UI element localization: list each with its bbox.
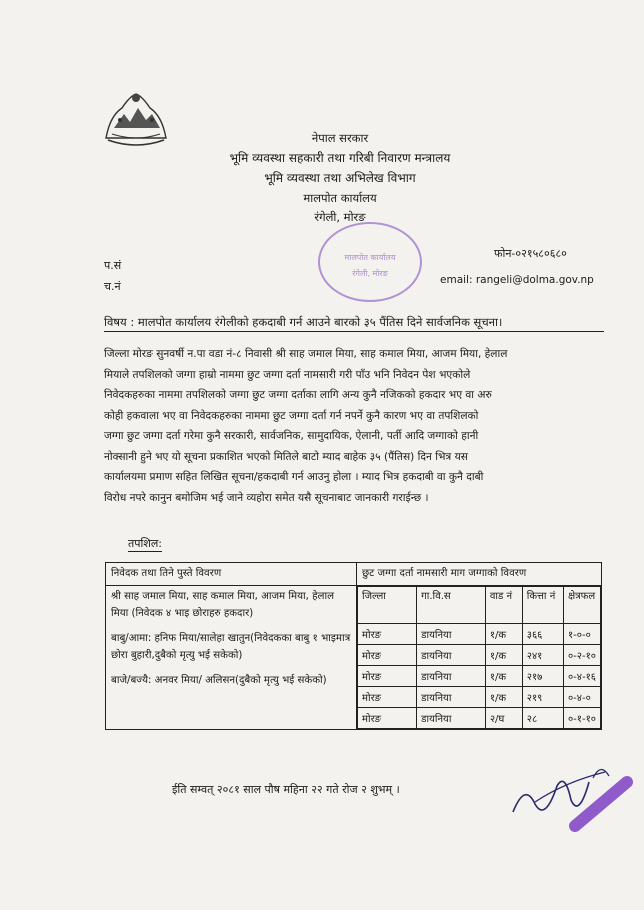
table-row — [358, 708, 601, 729]
stamp-text-bottom: रंगेली, मोरङ — [352, 269, 388, 278]
cell-vdc: डायनिया — [417, 624, 486, 645]
cell-kitta: २८ — [522, 708, 563, 729]
ministry-name: भूमि व्यवस्था सहकारी तथा गरिबी निवारण मन्त्रालय — [229, 151, 451, 165]
cell-kitta: २४१ — [522, 645, 563, 666]
body-line: मियाले तपशिलको जग्गा हाम्रो नाममा छुट जग्गा दर्ता नामसारी गरी पाँउ भनि निवेदन पेश भएकोले — [104, 368, 471, 381]
stamp-text-top: मालपोत कार्यालय — [344, 253, 396, 262]
cell-kitta: २१९ — [522, 687, 563, 708]
office-name: मालपोत कार्यालय — [303, 191, 377, 205]
cell-area: ०-२-१० — [563, 645, 600, 666]
col-vdc: गा.वि.स — [417, 587, 486, 624]
department-name: भूमि व्यवस्था तथा अभिलेख विभाग — [264, 171, 416, 185]
office-stamp — [318, 222, 422, 302]
cell-ward: २/घ — [485, 708, 522, 729]
subject-line: विषय : मालपोत कार्यालय रंगेलीको हकदाबी गर्न आउने बारको ३५ पैंतिस दिने सार्वजनिक सूचना। — [104, 315, 604, 332]
nepal-emblem-icon — [100, 88, 172, 150]
body-line: कोही हकवाला भए वा निवेदकहरुका नाममा छुट जग्गा दर्ता गर्न नपर्ने कुनै कारण भए वा तपशिलको — [104, 409, 479, 422]
cell-kitta: ३६६ — [522, 624, 563, 645]
col-area: क्षेत्रफल — [563, 587, 600, 624]
cell-area: ०-४-० — [563, 687, 600, 708]
applicants-text: श्री साह जमाल मिया, साह कमाल मिया, आजम मिया, हेलाल मिया (निवेदक ४ भाइ छोराहरु हकदार) — [111, 591, 334, 619]
land-details — [357, 586, 602, 730]
grandparents-text: बाजे/बज्यै: अनवर मिया/ अलिसन(दुबैको मृत्यु भई सकेको) — [111, 675, 327, 686]
cell-district: मोरङ — [358, 645, 417, 666]
office-location: रंगेली, मोरङ — [314, 210, 366, 224]
col-kitta: कित्ता नं — [522, 587, 563, 624]
cell-district: मोरङ — [358, 687, 417, 708]
notice-body — [104, 344, 604, 508]
reference-cn: च.नं — [104, 280, 121, 293]
cell-vdc: डायनिया — [417, 708, 486, 729]
date-line: ईति सम्वत् २०८१ साल पौष महिना २२ गते रोज २ शुभम् । — [172, 783, 400, 796]
details-table — [105, 562, 602, 730]
cell-area: ०-४-१६ — [563, 666, 600, 687]
applicant-details — [106, 586, 357, 730]
cell-area: ०-१-१० — [563, 708, 600, 729]
table-row — [358, 687, 601, 708]
body-line: जिल्ला मोरङ सुनवर्षी न.पा वडा नं-८ निवासी श्री साह जमाल मिया, साह कमाल मिया, आजम मिया, हेलाल — [104, 348, 508, 360]
body-line: विरोध नपरे कानुन बमोजिम भई जाने व्यहोरा समेत यसै सूचनाबाट जानकारी गराईन्छ । — [104, 491, 429, 504]
cell-area: १-०-० — [563, 624, 600, 645]
cell-district: मोरङ — [358, 666, 417, 687]
table-row — [358, 666, 601, 687]
body-line: निवेदकहरुका नाममा तपशिलको जग्गा छुट जग्गा दर्ताका लागि अन्य कुनै नजिकको हकदार भए वा अरु — [104, 389, 492, 401]
details-heading: तपशिल: — [128, 537, 163, 550]
cell-ward: १/क — [485, 645, 522, 666]
gov-name: नेपाल सरकार — [311, 131, 369, 145]
col-ward: वाड नं — [485, 587, 522, 624]
parents-text: बाबु/आमा: हनिफ मिया/सालेहा खातुन(निवेदकका बाबु १ भाइमात्र छोरा बुहारी,दुबैको मृत्यु भई सकेको) — [111, 633, 351, 661]
reference-ps: प.सं — [104, 259, 122, 272]
body-line: जग्गा छुट जग्गा दर्ता गरेमा कुनै सरकारी, सार्वजनिक, सामुदायिक, ऐलानी, पर्ती आदि जग्गाको हानी — [104, 430, 479, 442]
phone-number: फोन-०२१५८०६८० — [494, 247, 567, 260]
cell-vdc: डायनिया — [417, 645, 486, 666]
land-header: छुट जग्गा दर्ता नामसारी माग जग्गाको विवरण — [357, 563, 602, 586]
cell-ward: १/क — [485, 687, 522, 708]
cell-ward: १/क — [485, 624, 522, 645]
email-address: email: rangeli@dolma.gov.np — [440, 274, 594, 286]
cell-vdc: डायनिया — [417, 666, 486, 687]
col-district: जिल्ला — [358, 587, 417, 624]
cell-district: मोरङ — [358, 624, 417, 645]
body-line: नोक्सानी हुने भए यो सूचना प्रकाशित भएको मितिले बाटो म्याद बाहेक ३५ (पैंतिस) दिन भित्र यस — [104, 450, 468, 463]
body-line: कार्यालयमा प्रमाण सहित लिखित सूचना/हकदाबी गर्न आउनु होला । म्याद भित्र हकदाबी वा कुनै दाबी — [104, 471, 484, 483]
table-row — [358, 624, 601, 645]
cell-ward: १/क — [485, 666, 522, 687]
cell-vdc: डायनिया — [417, 687, 486, 708]
applicant-header: निवेदक तथा तिने पुस्ते विवरण — [106, 563, 357, 586]
signature-stamp-icon — [505, 742, 635, 832]
table-row — [358, 645, 601, 666]
cell-kitta: २१७ — [522, 666, 563, 687]
cell-district: मोरङ — [358, 708, 417, 729]
land-table — [357, 586, 601, 729]
